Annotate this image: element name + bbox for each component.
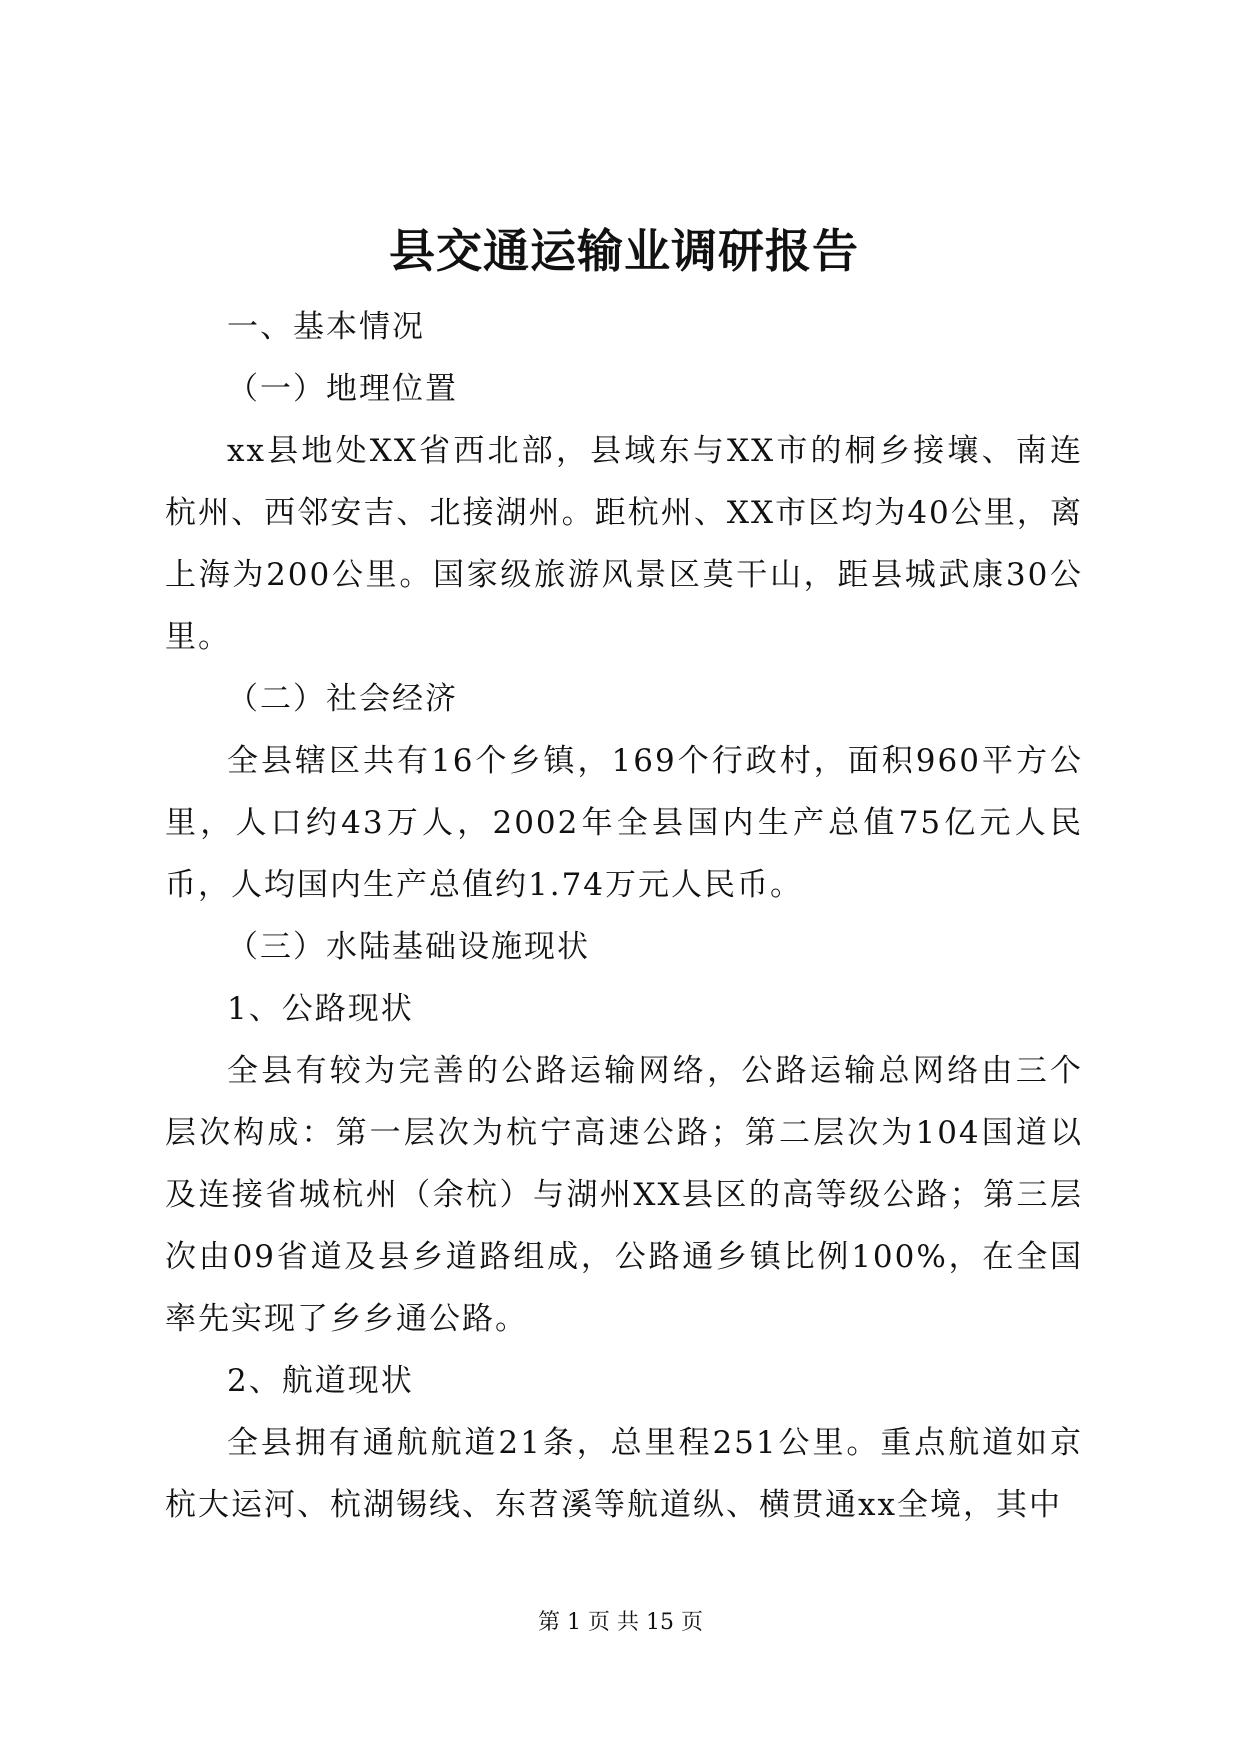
- document-body: [165, 220, 1083, 1536]
- paragraph-waterways: 全县拥有通航航道21条，总里程251公里。重点航道如京杭大运河、杭湖锡线、东苕溪等航道纵、横贯通xx全境，其中: [165, 1425, 1083, 1523]
- subsection-heading-infrastructure: （三）水陆基础设施现状: [227, 929, 590, 965]
- document-title: 县交通运输业调研报告: [389, 224, 859, 278]
- page-footer: 第 1 页 共 15 页: [538, 1610, 703, 1635]
- item-heading-roads: 1、公路现状: [227, 991, 414, 1027]
- subsection-heading-economy: （二）社会经济: [227, 681, 458, 717]
- item-heading-waterways: 2、航道现状: [227, 1363, 414, 1399]
- paragraph-geography: xx县地处XX省西北部，县域东与XX市的桐乡接壤、南连杭州、西邻安吉、北接湖州。距杭州、XX市区均为40公里，离上海为200公里。国家级旅游风景区莫干山，距县城武康30公里。: [165, 433, 1083, 655]
- paragraph-roads: 全县有较为完善的公路运输网络，公路运输总网络由三个层次构成：第一层次为杭宁高速公路；第二层次为104国道以及连接省城杭州（余杭）与湖州XX县区的高等级公路；第三层次由09省道及县乡道路组成，公路通乡镇比例100%，在全国率先实现了乡乡通公路。: [165, 1053, 1083, 1337]
- section-heading-basic: 一、基本情况: [227, 309, 425, 345]
- paragraph-economy: 全县辖区共有16个乡镇，169个行政村，面积960平方公里，人口约43万人，2002年全县国内生产总值75亿元人民币，人均国内生产总值约1.74万元人民币。: [165, 743, 1083, 903]
- subsection-heading-geography: （一）地理位置: [227, 371, 458, 407]
